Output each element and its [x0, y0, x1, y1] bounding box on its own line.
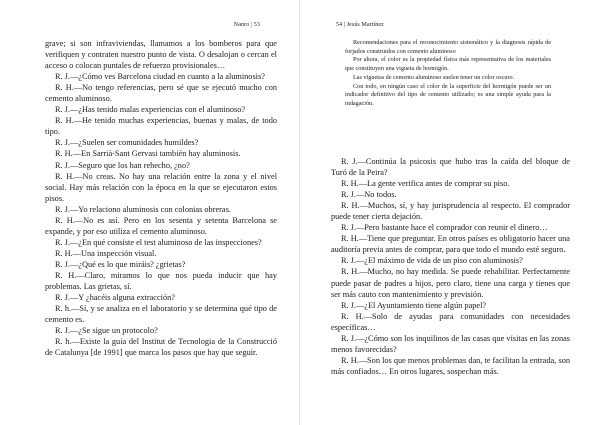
- paragraph: R. J.—¿Cómo ves Barcelona ciudad en cuanto a la aluminosis?: [55, 72, 265, 82]
- paragraph: R. J.—¿Suelen ser comunidades humildes?: [55, 138, 199, 148]
- paragraph: R. H.—No creas. No hay una relación entre la zona y el nivel social. Hay más relación con la época en la que se ejecutaron estos pisos.: [45, 171, 277, 203]
- paragraph: R. H.—Muchos, sí, y hay jurisprudencia al respecto. El comprador puede tener cierta dejación.: [331, 201, 570, 222]
- paragraph: R. H.—Una inspección visual.: [55, 248, 157, 258]
- paragraph: R. J.—¿Qué es lo que miráis? ¿grietas?: [55, 259, 186, 269]
- paragraph: R. J.—¿En qué consiste el test aluminoso de las inspecciones?: [55, 237, 262, 247]
- paragraph: R. J.—Continúa la psicosis que hubo tras la caída del bloque de Turó de la Peira?: [331, 157, 570, 178]
- paragraph: R. H.—Tiene que preguntar. En otros países es obligatorio hacer una auditoría previa antes de comprar, para que todo el mundo esté seguro.: [331, 234, 570, 255]
- page-header: Nanro | 53: [233, 22, 260, 28]
- paragraph: grave; si son infraviviendas, llamamos a los bomberos para que verifiquen y contraten nuestro punto de vista. O desalojan o cercan el acceso o colocan puntales de refuerzo provisionales…: [45, 39, 277, 71]
- paragraph: R. H.—No es así. Pero en los sesenta y setenta Barcelona se expande, y por eso utiliza el cemento aluminoso.: [45, 215, 277, 236]
- paragraph: R. h.—Sí, y se analiza en el laboratorio y se determina qué tipo de cemento es.: [45, 304, 277, 325]
- paragraph: R. H.—No tengo referencias, pero sé que se ejecutó mucho con cemento aluminoso.: [45, 83, 277, 104]
- caption-line: Con todo, en ningún caso el color de la superficie del hormigón puede ser un indicador definitivo del tipo de cemento utilizado; es una simple ayuda para la indagación.: [345, 82, 551, 107]
- caption-line: Las viguetas de cemento aluminoso suelen tener un color oscuro.: [353, 73, 515, 81]
- paragraph: R. J.—¿Has tenido malas experiencias con el aluminoso?: [55, 105, 246, 115]
- paragraph: R. J.—Pero bastante hace el comprador con reunir el dinero…: [341, 223, 548, 233]
- paragraph: R. J.—Seguro que los han rehecho, ¿no?: [55, 160, 190, 170]
- paragraph: R. h.—Existe la guía del Institut de Tecnologia de la Construcció de Catalunya [de 1991] que marca los pasos que hay que seguir.: [45, 337, 277, 358]
- paragraph: R. H.—He tenido muchas experiencias, buenas y malas, de todo tipo.: [45, 116, 277, 137]
- paragraph: R. J.—¿Cómo son los inquilinos de las casas que visitas en las zonas menos favorecidas?: [331, 333, 570, 354]
- paragraph: R. H.—Mucho, no hay medida. Se puede rehabilitar. Perfectamente puede pasar de padres a hijos, pero claro, tiene una carga y tienes que ser más cauto con mantenimiento y previsión.: [331, 267, 570, 299]
- paragraph: R. J.—¿El máximo de vida de un piso con aluminosis?: [341, 256, 523, 266]
- paragraph: R. H.—En Sarrià-Sant Gervasi también hay aluminosis.: [55, 149, 241, 159]
- right-page: [300, 0, 600, 425]
- paragraph: R. J.—Yo relaciono aluminosis con colonias obreras.: [55, 204, 231, 214]
- paragraph: R. H.—La gente verifica antes de comprar su piso.: [341, 179, 510, 189]
- paragraph: R. H.—Son los que menos problemas dan, te facilitan la entrada, son más confiados… En otros lugares, sospechan más.: [331, 355, 570, 376]
- page-header: 54 | Jesús Martínez: [336, 22, 384, 28]
- caption-line: Por ahora, el color es la propiedad física más representativa de los materiales que constituyen una vigueta de hormigón.: [345, 56, 551, 73]
- caption-line: Recomendaciones para el reconocimiento sistemático y la diagnosis rápida de forjados construidos con cemento aluminoso: [345, 39, 551, 55]
- page-body: [331, 156, 570, 377]
- page-body: [45, 38, 277, 358]
- paragraph: R. H.—Solo de ayudas para comunidades con necesidades específicas…: [331, 311, 570, 332]
- figure-caption: [345, 39, 551, 109]
- paragraph: R. J.—Y ¿hacéis alguna extracción?: [55, 293, 175, 303]
- paragraph: R. J.—¿Se sigue un protocolo?: [55, 326, 158, 336]
- paragraph: R. J.—¿El Ayuntamiento tiene algún papel?: [341, 300, 487, 310]
- paragraph: R. H.—Claro, miramos lo que nos pueda inducir que hay problemas. Las grietas, sí.: [45, 270, 277, 292]
- paragraph: R. J.—No todos.: [341, 190, 397, 200]
